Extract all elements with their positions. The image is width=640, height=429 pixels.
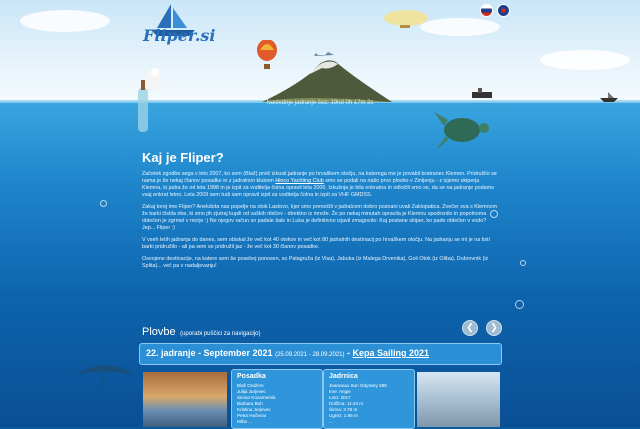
voyage-dates: (25.09.2021 - 28.09.2021) bbox=[275, 352, 345, 358]
voyage-title-bar bbox=[139, 343, 502, 365]
crew-member: Barbara Buh bbox=[237, 401, 263, 406]
crew-member: Kristina Jurjevec bbox=[237, 407, 271, 412]
cloud bbox=[20, 10, 110, 32]
blimp-icon bbox=[380, 8, 435, 28]
crew-card bbox=[231, 369, 323, 429]
yacht-heading: Jadrnica bbox=[329, 373, 358, 380]
yacht-specs bbox=[329, 383, 387, 425]
name-story-paragraph: Zakaj torej ime Fliper? Anekdota nas popelje na otok Lastovo, kjer smo prenočili v jadralcem dobro poznani uvali Zaklopatica. Zvečer sva s Klemnom že barki čistila ribe, ki smo jih zjutraj kupili od vaških ribičev - direktno iz mreže. Že po nekaj minutah opravila je Klemnu spodrsnilo in popolnoma oblečen je zgrmel v morje :) Ne njegov račun so padale šale in Luka je definitivno izjavil zmagovito: Kaj postane skiper, ko pade oblečen v vodo? Jep... Fliper :) bbox=[142, 204, 498, 231]
yacht-card bbox=[323, 369, 415, 429]
cloud bbox=[540, 50, 630, 70]
crew-member: Simon Kozamernik bbox=[237, 395, 276, 400]
yacht-spec: Dolžina: 11.34 m bbox=[329, 401, 364, 406]
destinations-paragraph: Osvojene destinacije, na katere sem še posebej ponosen, so Palagruža (iz Visa), Jabuka (iz Malega Drvenika), Goli Otok (iz Oliba), Dubrovnik (iz Splita)... več pa v nadaljevanju! bbox=[142, 256, 489, 269]
experience-paragraph: V vseh letih jadranja do danes, sem obiskal že več kot 40 otokov in več kot 80 jadralnih destinacij po hrvaškem otočju. Na jadranju se mi je na tisti barki pridružilo - ali pa sem se pridružil jaz - že več kot 30 članov posadke. bbox=[142, 237, 490, 250]
manta-ray-icon bbox=[78, 360, 133, 386]
yacht-spec: Ime: Angie bbox=[329, 389, 351, 394]
crew-member: Petra Hočevar bbox=[237, 413, 267, 418]
paragraph-text: Začetek zgodbe sega v leto 2007, ko sem (Blaž) prvič izkusil jadranje po hrvaškem otočju, na katerega me je povabil bratranec Klemen. Pridružilo se nama je še nekaj članov posadke in z jadralnim klubom bbox=[142, 171, 497, 184]
page-heading: Kaj je Fliper? bbox=[142, 150, 224, 165]
yacht-photo[interactable] bbox=[417, 372, 500, 427]
yacht-spec: ... bbox=[329, 419, 333, 424]
next-sailing-countdown: Naslednje jadranje čez: 19nd 0h 17m 2s bbox=[266, 100, 374, 106]
voyage-title bbox=[146, 348, 429, 358]
paragraph-text: smo se podali na našo prvo plovbo v Zmijenju - z izjemo skiperja Klemna, ki jadra že od leta 1998 in je izpit za voditelja čolna opravil leta 2000. Izkušnja je bila enkratna in odločili smo se, da se na jadranje podamo vsaj enkrat letno. Leta 2009 sem tudi sam opravil izpit za voditelja čolna in izpit za VHF GMDSS. bbox=[142, 178, 495, 198]
logo-text[interactable]: Fliper.si bbox=[143, 26, 216, 45]
yacht-spec: Širina: 3.76 m bbox=[329, 407, 358, 412]
bubble bbox=[520, 260, 526, 266]
voyage-name: 22. jadranje - September 2021 bbox=[146, 348, 273, 358]
next-arrow-button[interactable]: ❯ bbox=[486, 320, 502, 336]
kepa-sailing-link[interactable]: Kepa Sailing 2021 bbox=[352, 348, 430, 358]
yacht-spec: Ugrez: 1.95 m bbox=[329, 413, 358, 418]
sea-turtle-icon bbox=[432, 110, 492, 152]
crew-photo[interactable] bbox=[143, 372, 227, 427]
voyages-header bbox=[142, 322, 260, 340]
language-switcher bbox=[480, 4, 510, 17]
voyages-subtitle: (uporabi puščici za navigacijo) bbox=[180, 331, 261, 337]
prev-arrow-button[interactable]: ❮ bbox=[462, 320, 478, 336]
crew-member: Julija Jurjevec bbox=[237, 389, 266, 394]
crew-list bbox=[237, 383, 276, 425]
crew-member: Blaž Oražem bbox=[237, 383, 264, 388]
yacht-spec: Jeanneau Sun Odyssey 389 bbox=[329, 383, 387, 388]
crew-member: Miha ... bbox=[237, 419, 253, 424]
voyage-separator: - bbox=[346, 348, 350, 358]
island-illustration bbox=[262, 52, 392, 104]
intro-paragraph bbox=[142, 171, 500, 199]
bubble bbox=[100, 200, 107, 207]
yacht-spec: Leto: 2017 bbox=[329, 395, 351, 400]
bubble bbox=[515, 300, 524, 309]
bottle-message-icon bbox=[132, 80, 154, 135]
english-flag-icon[interactable] bbox=[497, 4, 510, 17]
main-content bbox=[142, 150, 500, 275]
crew-heading: Posadka bbox=[237, 373, 266, 380]
hinco-yachting-club-link[interactable]: Hinco Yachting Club bbox=[275, 178, 324, 184]
slovenian-flag-icon[interactable] bbox=[480, 4, 493, 17]
voyages-title: Plovbe bbox=[142, 326, 176, 338]
